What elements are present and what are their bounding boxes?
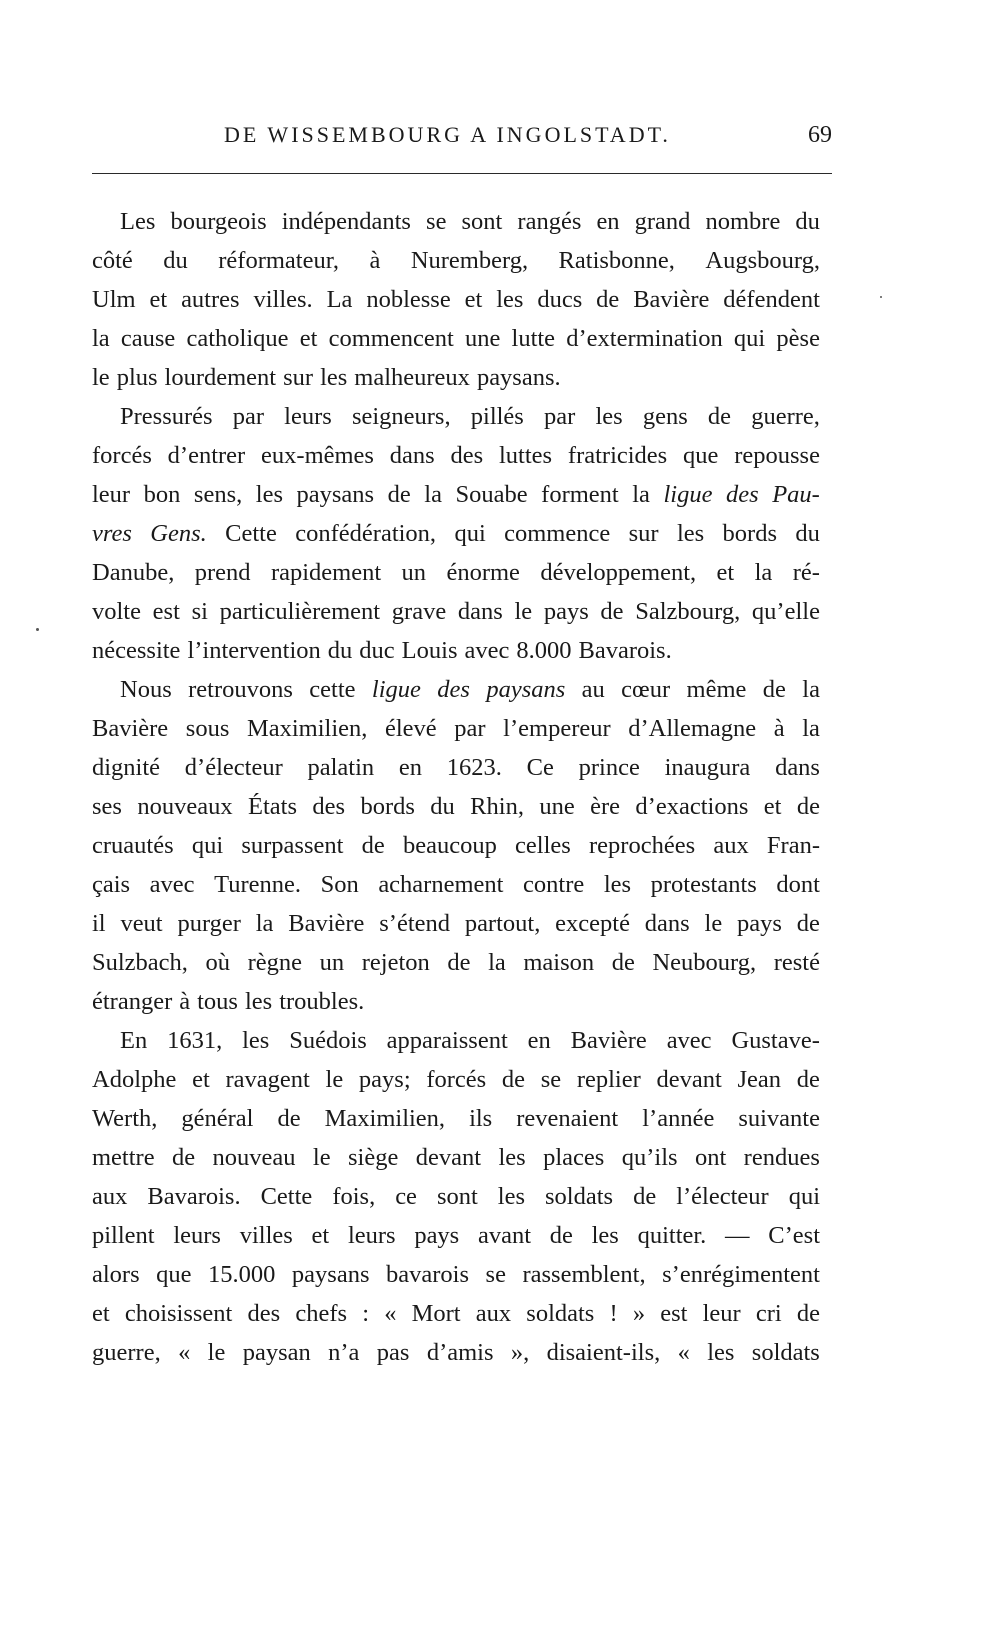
text-line: Sulzbach, où règne un rejeton de la maison de Neubourg, resté (92, 949, 820, 976)
text-line: Adolphe et ravagent le pays; forcés de se replier devant Jean de (92, 1066, 820, 1093)
paragraph (92, 202, 820, 397)
text-line: cruautés qui surpassent de beaucoup celles reprochées aux Fran- (92, 832, 820, 859)
text-line: nécessite l’intervention du duc Louis avec 8.000 Bavarois. (92, 637, 672, 664)
paragraph (92, 397, 820, 670)
body-text (92, 202, 820, 1372)
text-line: pillent leurs villes et leurs pays avant de les quitter. — C’est (92, 1222, 820, 1249)
text-line: et choisissent des chefs : « Mort aux soldats ! » est leur cri de (92, 1300, 820, 1327)
running-head (92, 118, 832, 152)
text-line: il veut purger la Bavière s’étend partout, excepté dans le pays de (92, 910, 820, 937)
text-line: Pressurés par leurs seigneurs, pillés par les gens de guerre, (120, 403, 820, 430)
text-line: vres Gens. Cette confédération, qui commence sur les bords du (92, 520, 820, 547)
running-title: DE WISSEMBOURG A INGOLSTADT. (224, 122, 671, 147)
text-line: En 1631, les Suédois apparaissent en Bavière avec Gustave- (120, 1027, 820, 1054)
text-line: forcés d’entrer eux-mêmes dans des luttes fratricides que repousse (92, 442, 820, 469)
text-line: ses nouveaux États des bords du Rhin, une ère d’exactions et de (92, 793, 820, 820)
text-line: le plus lourdement sur les malheureux paysans. (92, 364, 561, 391)
text-line: alors que 15.000 paysans bavarois se rassemblent, s’enrégimentent (92, 1261, 820, 1288)
text-line: étranger à tous les troubles. (92, 988, 365, 1015)
text-line: leur bon sens, les paysans de la Souabe forment la ligue des Pau- (92, 481, 820, 508)
header-rule (92, 173, 832, 174)
paragraph (92, 1021, 820, 1372)
text-line: côté du réformateur, à Nuremberg, Ratisbonne, Augsbourg, (92, 247, 820, 274)
text-line: Danube, prend rapidement un énorme développement, et la ré- (92, 559, 820, 586)
text-line: çais avec Turenne. Son acharnement contre les protestants dont (92, 871, 820, 898)
text-line: Les bourgeois indépendants se sont rangés en grand nombre du (120, 208, 820, 235)
paper-speck (36, 628, 39, 631)
text-line: Bavière sous Maximilien, élevé par l’empereur d’Allemagne à la (92, 715, 820, 742)
page-number: 69 (808, 122, 832, 148)
paper-speck (880, 296, 882, 298)
text-line: guerre, « le paysan n’a pas d’amis », disaient-ils, « les soldats (92, 1339, 820, 1366)
text-line: volte est si particulièrement grave dans le pays de Salzbourg, qu’elle (92, 598, 820, 625)
text-line: Nous retrouvons cette ligue des paysans au cœur même de la (120, 676, 820, 703)
text-line: mettre de nouveau le siège devant les places qu’ils ont rendues (92, 1144, 820, 1171)
text-line: dignité d’électeur palatin en 1623. Ce prince inaugura dans (92, 754, 820, 781)
text-line: Ulm et autres villes. La noblesse et les ducs de Bavière défendent (92, 286, 820, 313)
text-line: la cause catholique et commencent une lutte d’extermination qui pèse (92, 325, 820, 352)
text-line: Werth, général de Maximilien, ils revenaient l’année suivante (92, 1105, 820, 1132)
paragraph (92, 670, 820, 1021)
text-line: aux Bavarois. Cette fois, ce sont les soldats de l’électeur qui (92, 1183, 820, 1210)
